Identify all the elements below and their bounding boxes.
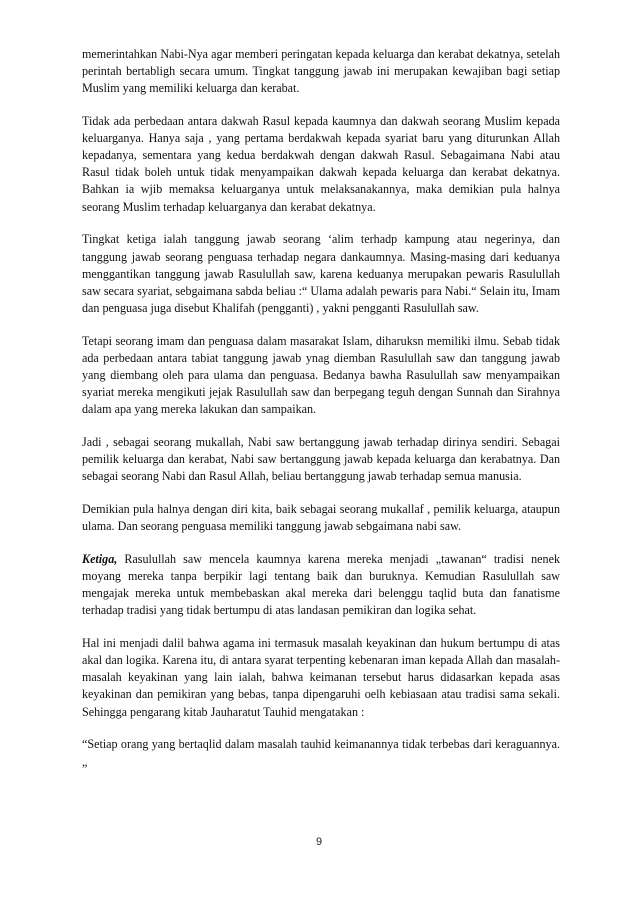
paragraph-4 (82, 333, 560, 418)
paragraph-2 (82, 113, 560, 216)
paragraph-1-text: memerintahkan Nabi-Nya agar memberi peringatan kepada keluarga dan kerabat dekatnya, setelah perintah bertabligh secara umum. Tingkat tanggung jawab ini merupakan kewajiban bagi setiap Muslim yang memiliki keluarga dan kerabat. (82, 47, 560, 96)
paragraph-5-text: Jadi , sebagai seorang mukallah, Nabi saw bertanggung jawab terhadap dirinya sendiri. Sebagai pemilik keluarga dan kerabat, Nabi saw bertanggung jawab kepada keluarga dan kerabatnya. Dan sebagai seorang Nabi dan Rasul Allah, beliau bertanggung jawab terhadap semua manusia. (82, 434, 560, 484)
paragraph-7-lead: Ketiga, (82, 552, 118, 567)
paragraph-9-text: “Setiap orang yang bertaqlid dalam masalah tauhid keimanannya tidak terbebas dari keraguannya. „ (82, 737, 560, 769)
paragraph-8 (82, 635, 560, 720)
paragraph-3 (82, 231, 560, 316)
paragraph-1 (82, 46, 560, 97)
paragraph-5 (82, 434, 560, 485)
paragraph-9 (82, 736, 560, 770)
paragraph-6-text: Demikian pula halnya dengan diri kita, baik sebagai seorang mukallaf , pemilik keluarga, ataupun ulama. Dan seorang penguasa memiliki tanggung jawab sebgaimana nabi saw. (82, 502, 560, 534)
paragraph-8-text: Hal ini menjadi dalil bahwa agama ini termasuk masalah keyakinan dan hukum bertumpu di atas akal dan logika. Karena itu, di antara syarat terpenting kebenaran iman kepada Allah dan masalah-masalah keyakinan yang lain ialah, bahwa keimanan tersebut harus didasarkan kepada asas keyakinan dan pemikiran yang bebas, tanpa dipengaruhi oelh kebiasaan atau tradisi sama sekali. Sehingga pengarang kitab Jauharatut Tauhid mengatakan : (82, 636, 560, 719)
document-body (82, 46, 560, 786)
paragraph-3-text: Tingkat ketiga ialah tanggung jawab seorang ‘alim terhadp kampung atau negerinya, dan tanggung jawab seorang penguasa terhadap negara dankaumnya. Masing-masing dari keduanya menggantikan tanggung jawab Rasulullah saw, karena keduanya merupakan pewaris Rasulullah saw secara syariat, sebgaimana sabda beliau :“ Ulama adalah pewaris para Nabi.“ Selain itu, Imam dan penguasa juga disebut Khalifah (pengganti) , yakni pengganti Rasulullah saw. (82, 232, 560, 315)
paragraph-7-text: Rasulullah saw mencela kaumnya karena mereka menjadi „tawanan“ tradisi nenek moyang mereka tanpa berpikir lagi tentang baik dan buruknya. Kemudian Rasulullah saw mengajak mereka untuk membebaskan akal mereka dari belenggu taqlid buta dan fanatisme terhadap tradisi yang tidak bertumpu di atas landasan pemikiran dan logika sehat. (82, 552, 560, 618)
paragraph-2-text: Tidak ada perbedaan antara dakwah Rasul kepada kaumnya dan dakwah seorang Muslim kepada keluarganya. Hanya saja , yang pertama berdakwah kepada syariat baru yang diturunkan Allah kepadanya, sementara yang kedua berdakwah dengan dakwah Rasul. Sebagaimana Nabi atau Rasul tidak boleh untuk tidak menyampaikan dakwah kepada keluarga dan kerabat dekatnya. Bahkan ia wjib memaksa keluarganya untuk melaksanakannya, maka demikian pula halnya seorang Muslim terhadap keluarganya dan kerabat dekatnya. (82, 114, 560, 214)
page-number: 9 (315, 836, 323, 848)
paragraph-6 (82, 501, 560, 535)
paragraph-7 (82, 551, 560, 619)
paragraph-4-text: Tetapi seorang imam dan penguasa dalam masarakat Islam, diharuksn memiliki ilmu. Sebab tidak ada perbedaan antara tabiat tanggung jawab ynag diemban Rasulullah saw dan tanggung jawab yang diembang oleh para ulama dan penguasa. Bedanya bawha Rasulullah saw menyampaikan syariat mereka mengikuti jejak Rasulullah saw dan berpegang teguh dengan Sunnah dan Sirahnya dalam apa yang mereka lakukan dan sampaikan. (82, 333, 560, 417)
